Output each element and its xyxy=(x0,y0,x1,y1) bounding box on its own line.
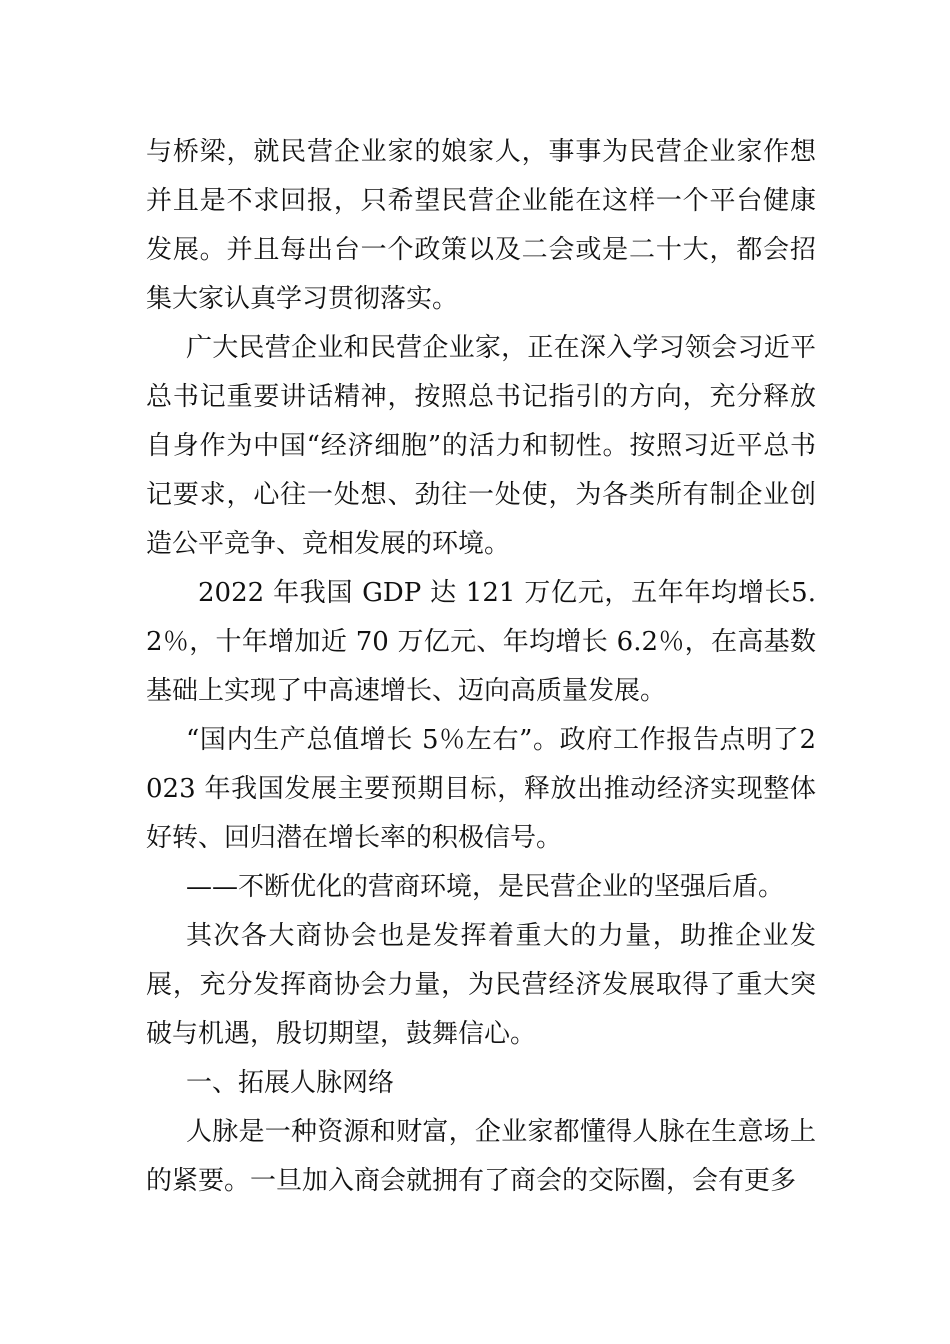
paragraph-5: ——不断优化的营商环境，是民营企业的坚强后盾。 xyxy=(186,872,785,902)
paragraph-2: 广大民营企业和民营企业家，正在深入学习领会习近平总书记重要讲话精神，按照总书记指引的方向，充分释放自身作为中国“经济细胞”的活力和韧性。按照习近平总书记要求，心往一处想、劲往一处使，为各类所有制企业创造公平竞争、竞相发展的环境。 xyxy=(146,333,816,559)
document-body xyxy=(146,128,816,1206)
paragraph-6: 其次各大商协会也是发挥着重大的力量，助推企业发展，充分发挥商协会力量，为民营经济发展取得了重大突破与机遇，殷切期望，鼓舞信心。 xyxy=(146,921,816,1049)
paragraph-7: 人脉是一种资源和财富，企业家都懂得人脉在生意场上的紧要。一旦加入商会就拥有了商会的交际圈，会有更多 xyxy=(146,1117,816,1196)
paragraph-1: 与桥梁，就民营企业家的娘家人，事事为民营企业家作想并且是不求回报，只希望民营企业能在这样一个平台健康发展。并且每出台一个政策以及二会或是二十大，都会招集大家认真学习贯彻落实。 xyxy=(146,137,816,314)
paragraph-4: “国内生产总值增长 5％左右”。政府工作报告点明了2023 年我国发展主要预期目标，释放出推动经济实现整体好转、回归潜在增长率的积极信号。 xyxy=(146,725,816,853)
paragraph-3: 2022 年我国 GDP 达 121 万亿元，五年年均增长5.2％，十年增加近 70 万亿元、年均增长 6.2％，在高基数基础上实现了中高速增长、迈向高质量发展。 xyxy=(146,578,816,706)
section-heading: 一、拓展人脉网络 xyxy=(186,1068,395,1098)
